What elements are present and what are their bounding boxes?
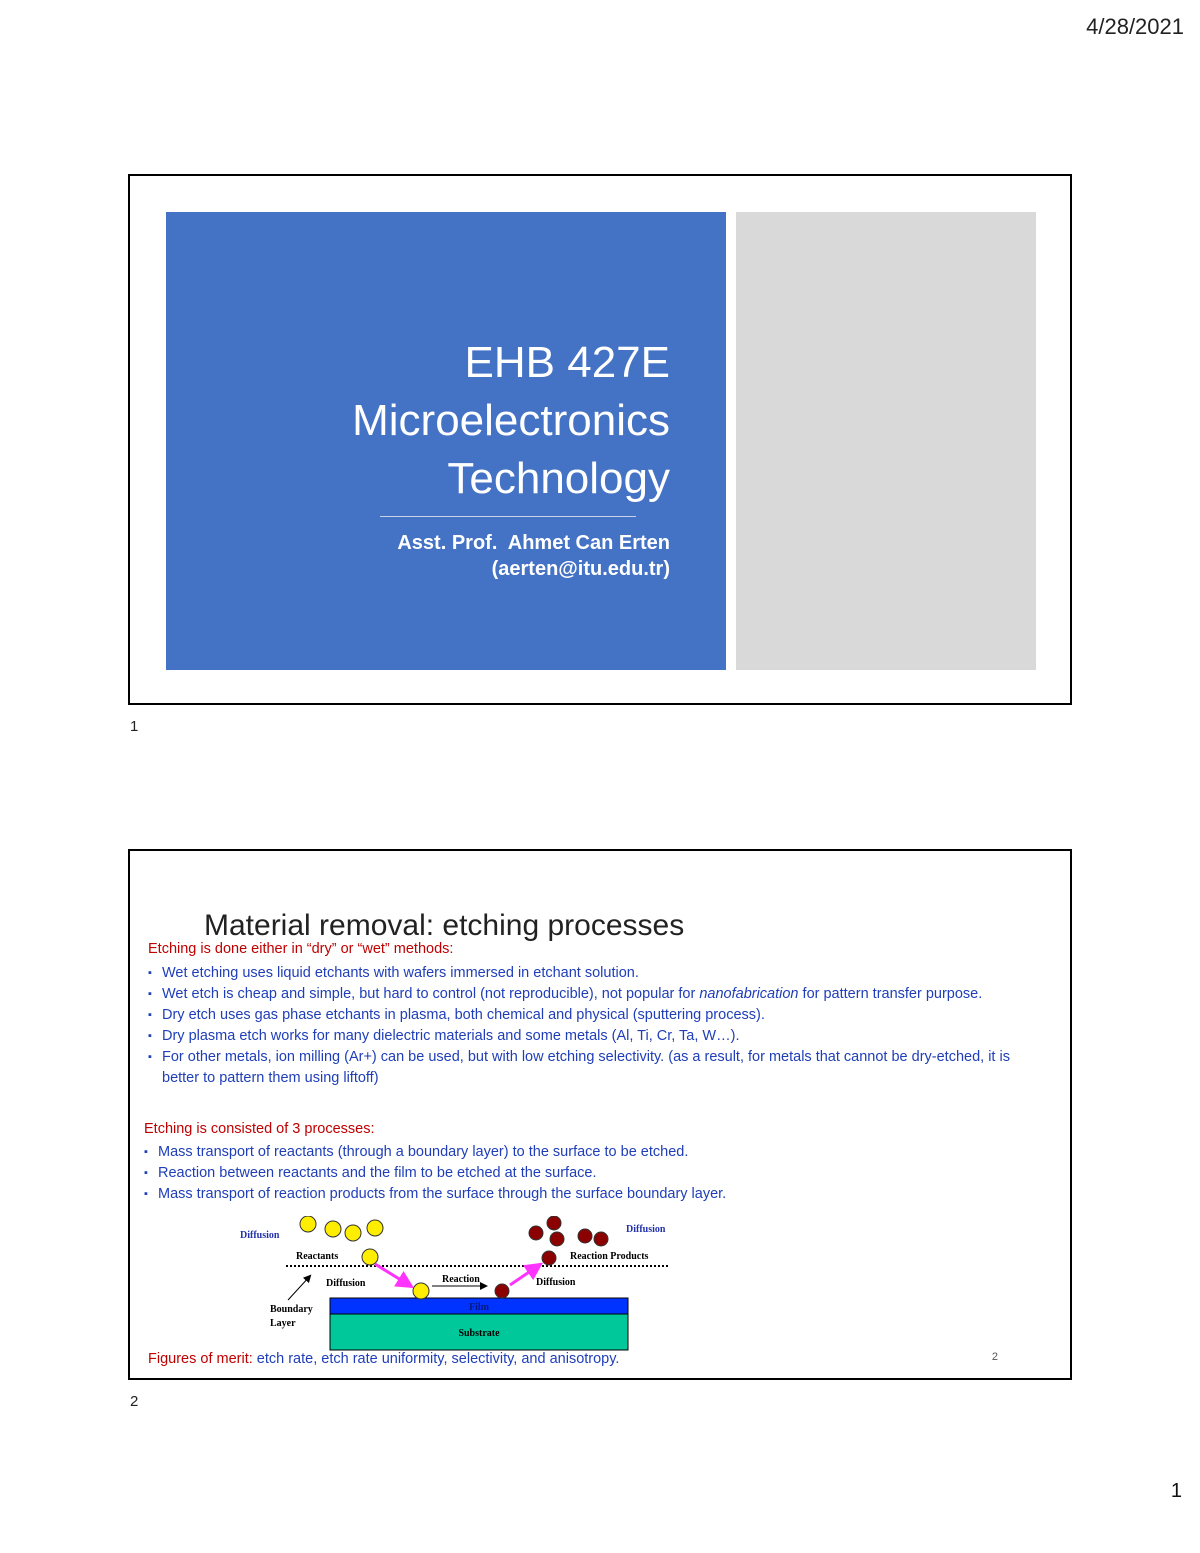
reaction-products-label: Reaction Products	[570, 1251, 649, 1262]
course-title	[352, 334, 670, 508]
reactant-molecule	[362, 1249, 378, 1265]
author-block	[397, 530, 670, 582]
substrate-label: Substrate	[458, 1328, 500, 1339]
list-item: ▪ Wet etching uses liquid etchants with wafers immersed in etchant solution.	[148, 963, 1043, 984]
merit-label: Figures of merit:	[148, 1351, 253, 1367]
title-panel	[166, 212, 726, 670]
author-email: (aerten@itu.edu.tr)	[491, 558, 670, 580]
slide-1-number: 1	[130, 718, 139, 735]
reactants-label: Reactants	[296, 1251, 339, 1262]
course-name-line-2: Technology	[447, 454, 670, 503]
merit-text: etch rate, etch rate uniformity, selectivity, and anisotropy.	[252, 1351, 620, 1367]
figures-of-merit	[148, 1351, 619, 1367]
diffusion-label-left: Diffusion	[240, 1230, 280, 1241]
methods-heading: Etching is done either in “dry” or “wet” methods:	[148, 941, 454, 957]
page-number: 1	[1170, 1480, 1182, 1502]
methods-list	[148, 963, 1043, 1089]
list-item: ▪ Mass transport of reaction products from the surface through the surface boundary layer.	[144, 1184, 1039, 1205]
print-date: 4/28/2021	[1086, 14, 1184, 39]
product-molecule	[542, 1251, 556, 1265]
list-item: ▪ Dry etch uses gas phase etchants in plasma, both chemical and physical (sputtering process).	[148, 1005, 1043, 1026]
product-molecule	[594, 1232, 608, 1246]
list-item: ▪ For other metals, ion milling (Ar+) can be used, but with low etching selectivity. (as a result, for metals that cannot be dry-etched, it is better to pattern them using liftoff)	[148, 1047, 1043, 1089]
side-panel	[736, 212, 1036, 670]
slide-title: Material removal: etching processes	[204, 909, 685, 942]
slide-2-number: 2	[130, 1393, 139, 1410]
list-item: ▪ Mass transport of reactants (through a boundary layer) to the surface to be etched.	[144, 1142, 1039, 1163]
processes-heading: Etching is consisted of 3 processes:	[144, 1121, 375, 1137]
slide-1	[128, 174, 1072, 705]
product-at-surface	[495, 1284, 509, 1298]
product-molecule	[547, 1216, 561, 1230]
author-name: Asst. Prof. Ahmet Can Erten	[397, 532, 670, 554]
diffusion-label-up: Diffusion	[536, 1277, 576, 1288]
course-code: EHB 427E	[464, 338, 670, 387]
layer-label: Layer	[270, 1318, 296, 1329]
boundary-pointer-arrow	[288, 1276, 310, 1300]
course-name-line-1: Microelectronics	[352, 396, 670, 445]
processes-list	[144, 1142, 1039, 1205]
diffusion-label-down: Diffusion	[326, 1278, 366, 1289]
list-item	[148, 984, 1043, 1005]
film-label: Film	[469, 1302, 489, 1313]
product-molecule	[550, 1232, 564, 1246]
slide-2	[128, 849, 1072, 1380]
reactant-molecule	[345, 1225, 361, 1241]
list-item: ▪ Reaction between reactants and the film to be etched at the surface.	[144, 1163, 1039, 1184]
product-molecule	[529, 1226, 543, 1240]
diffusion-down-arrow	[375, 1264, 409, 1285]
diffusion-label-right: Diffusion	[626, 1224, 666, 1235]
list-item: ▪ Dry plasma etch works for many dielectric materials and some metals (Al, Ti, Cr, Ta, W…).	[148, 1026, 1043, 1047]
boundary-label: Boundary	[270, 1304, 313, 1315]
title-divider	[380, 516, 636, 517]
wet-cheap-text: Wet etch is cheap and simple, but hard to control (not reproducible), not popular for	[162, 986, 700, 1002]
wet-cheap-text-end: for pattern transfer purpose.	[798, 986, 983, 1002]
reactant-molecule	[367, 1220, 383, 1236]
reaction-label: Reaction	[442, 1274, 480, 1285]
reactant-molecule	[325, 1221, 341, 1237]
reactant-at-surface	[413, 1283, 429, 1299]
slide-inner-number: 2	[991, 1351, 998, 1363]
diffusion-up-arrow	[510, 1266, 538, 1285]
reactant-molecule	[300, 1216, 316, 1232]
wet-cheap-italic: nanofabrication	[699, 986, 799, 1002]
product-molecule	[578, 1229, 592, 1243]
etching-process-diagram	[236, 1216, 668, 1358]
